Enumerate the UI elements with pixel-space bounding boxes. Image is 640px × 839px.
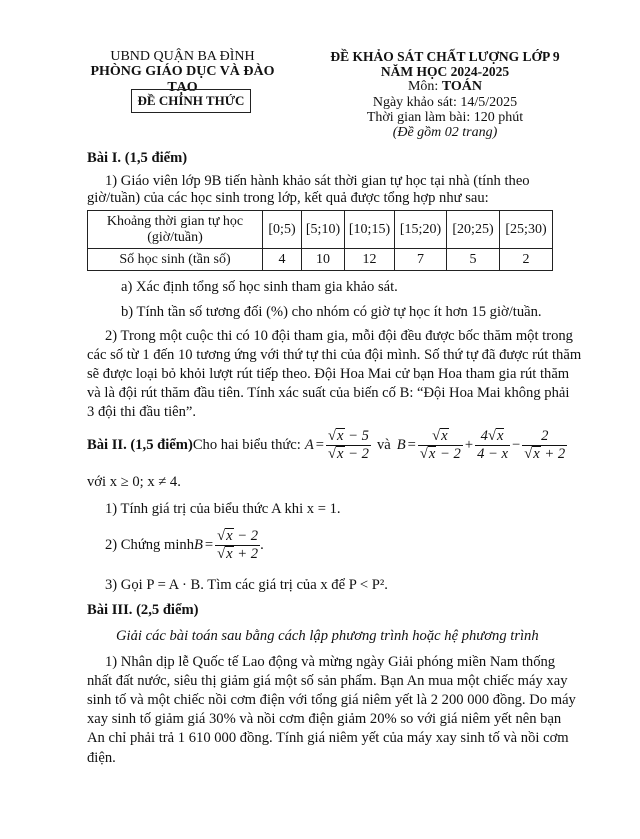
bai1-p1-line1: 1) Giáo viên lớp 9B tiến hành khảo sát thời gian tự học tại nhà (tính theo	[105, 173, 530, 189]
bai2-condition: với x ≥ 0; x ≠ 4.	[87, 474, 181, 490]
count-cell: 12	[345, 249, 395, 271]
exam-date: Ngày khảo sát: 14/5/2025	[372, 95, 518, 110]
bai1-p2-line2: các số từ 1 đến 10 tương ứng với thứ tự thi của đội mình. Số thứ tự đã được rút thăm	[87, 347, 582, 363]
frequency-table	[87, 210, 553, 271]
table-header-intervals-line1: Khoảng thời gian tự học	[106, 213, 244, 229]
count-cell: 7	[395, 249, 447, 271]
bai1-question-b: b) Tính tần số tương đối (%) cho nhóm có giờ tự học ít hơn 15 giờ/tuần.	[121, 304, 542, 320]
bai3-line6: điện.	[87, 750, 116, 766]
table-header-counts: Số học sinh (tần số)	[88, 249, 263, 271]
school-year: NĂM HỌC 2024-2025	[380, 64, 510, 79]
interval-cell: [15;20)	[395, 211, 447, 249]
subject-label: Môn:	[407, 79, 442, 94]
table-header-intervals-line2: (giờ/tuần)	[147, 229, 203, 245]
q2-period: .	[260, 536, 264, 553]
table-row-counts	[88, 249, 553, 271]
expr-b-term2: $\frac{4√x}{4 - x}$	[477, 427, 508, 462]
q2-fraction: $\frac{√x - 2}{√x + 2}$	[217, 527, 259, 562]
org-line-2: PHÒNG GIÁO DỤC VÀ ĐÀO TẠO	[90, 64, 275, 95]
interval-cell: [20;25)	[447, 211, 500, 249]
interval-cell: [10;15)	[345, 211, 395, 249]
bai1-p2-line3: sẽ được loại bỏ khỏi lượt rút tiếp theo. Đội Hoa Mai cử bạn Hoa tham gia rút thăm	[87, 366, 570, 382]
bai3-line3: sinh tố và một chiếc nồi cơm điện với tổng giá niêm yết là 2 200 000 đồng. Do máy	[87, 692, 576, 708]
expr-a-symbol: A	[304, 436, 314, 453]
org-line-1: UBND QUẬN BA ĐÌNH	[110, 49, 255, 64]
bai3-line5: An chỉ phải trả 1 610 000 đồng. Tính giá niêm yết của máy xay sinh tố và nồi cơm	[87, 730, 569, 746]
bai3-line2: nhất đất nước, siêu thị giảm giá một số sản phẩm. Bạn An mua một chiếc máy xay	[87, 673, 568, 689]
exam-duration: Thời gian làm bài: 120 phút	[366, 110, 524, 125]
bai1-p2-line4: và là đội rút thăm đầu tiên. Tính xác suất của biến cố B: “Đội Hoa Mai không phải	[87, 385, 570, 401]
bai1-p2-line5: 3 đội thi đầu tiên”.	[87, 404, 197, 420]
subject-line	[310, 79, 580, 95]
pages-note: (Đề gồm 02 trang)	[392, 125, 498, 140]
bai2-intro: Cho hai biểu thức:	[192, 436, 301, 453]
q2-equals: =	[204, 536, 214, 553]
bai1-p1-line2: giờ/tuần) của các học sinh trong lớp, kết quả được tổng hợp như sau:	[87, 190, 489, 206]
bai2-q3: 3) Gọi P = A · B. Tìm các giá trị của x để P < P².	[105, 577, 388, 593]
expr-a-equals: =	[315, 436, 324, 453]
bai2-q2-prefix: 2) Chứng minh	[105, 536, 194, 553]
table-header-intervals	[88, 211, 263, 249]
bai2-and: và	[376, 436, 391, 453]
bai3-line1: 1) Nhân dịp lễ Quốc tế Lao động và mừng ngày Giải phóng miền Nam thống	[105, 654, 556, 670]
bai1-title: Bài I. (1,5 điểm)	[87, 150, 188, 166]
expr-a-fraction: $\frac{√x - 5}{√x - 2}$	[328, 427, 369, 462]
table-row-intervals	[88, 211, 553, 249]
count-cell: 10	[302, 249, 345, 271]
bai3-line4: xay sinh tố giảm giá 30% và nồi cơm điện giảm 20% so với giá niêm yết nên bạn	[87, 711, 562, 727]
expr-b-plus: +	[464, 436, 474, 453]
bai2-q2	[105, 525, 264, 565]
interval-cell: [0;5)	[263, 211, 302, 249]
official-label: ĐỀ CHÍNH THỨC	[131, 89, 251, 113]
bai2-title: Bài II. (1,5 điểm)	[87, 436, 193, 453]
expr-b-term3: $\frac{2}{√x + 2}$	[524, 427, 566, 462]
bai1-p2-line1: 2) Trong một cuộc thi có 10 đội tham gia, mỗi đội đều được bốc thăm một trong	[105, 328, 573, 344]
count-cell: 5	[447, 249, 500, 271]
expr-b-term1: $\frac{√x}{√x - 2}$	[419, 427, 461, 462]
subject-name: TOÁN	[441, 79, 483, 94]
exam-title: ĐỀ KHẢO SÁT CHẤT LƯỢNG LỚP 9	[330, 49, 560, 64]
expr-b-symbol: B	[396, 436, 406, 453]
bai3-title: Bài III. (2,5 điểm)	[87, 602, 199, 618]
bai1-question-a: a) Xác định tổng số học sinh tham gia khảo sát.	[121, 279, 398, 295]
expr-b-minus: −	[512, 436, 521, 453]
bai2-q1: 1) Tính giá trị của biểu thức A khi x = 1.	[105, 501, 341, 517]
count-cell: 4	[263, 249, 302, 271]
bai3-subtitle: Giải các bài toán sau bằng cách lập phương trình hoặc hệ phương trình	[116, 628, 539, 644]
expr-b-equals: =	[407, 436, 416, 453]
interval-cell: [25;30)	[500, 211, 553, 249]
q2-b-symbol: B	[194, 536, 203, 553]
interval-cell: [5;10)	[302, 211, 345, 249]
bai2-expressions	[87, 425, 567, 465]
count-cell: 2	[500, 249, 553, 271]
